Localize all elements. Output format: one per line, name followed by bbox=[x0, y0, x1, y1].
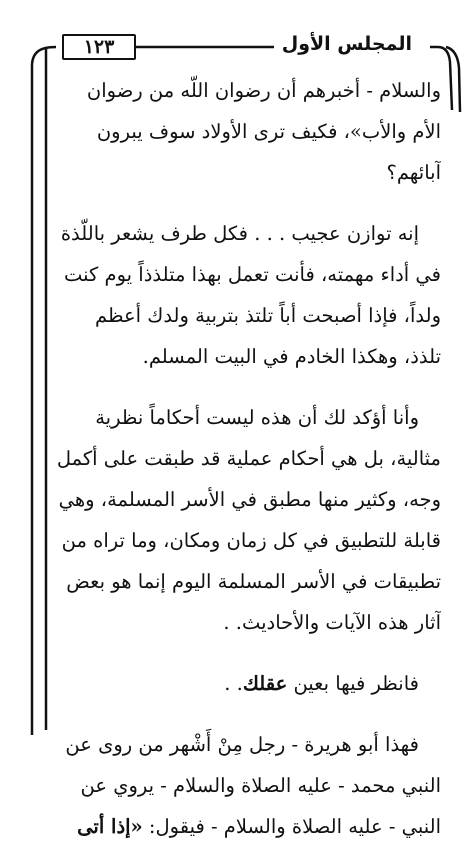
text-line: مثالية، بل هي أحكام عملية قد طبقت على أكمل bbox=[56, 447, 441, 470]
text-run: . . bbox=[224, 672, 243, 695]
text-line: آثار هذه الآيات والأحاديث. . bbox=[223, 611, 441, 634]
text-line: آبائهم؟ bbox=[386, 161, 441, 184]
text-line: تطبيقات في الأسر المسلمة اليوم إنما هو بعض bbox=[66, 570, 441, 593]
text-line: فهذا أبو هريرة - رجل مِنْ أَشْهر من روى عن bbox=[65, 733, 419, 756]
paragraph-2 bbox=[30, 213, 441, 377]
text-run: النبي - عليه الصلاة والسلام - فيقول: bbox=[142, 815, 441, 838]
paragraph-1 bbox=[30, 70, 441, 193]
text-line bbox=[30, 806, 441, 847]
body-text bbox=[30, 70, 441, 847]
page-number: ١٢٣ bbox=[62, 34, 136, 60]
emphasized-word: عقلك bbox=[242, 672, 288, 695]
text-line: وأنا أؤكد لك أن هذه ليست أحكاماً نظرية bbox=[95, 406, 419, 429]
text-line: وجه، وكثير منها مطبق في الأسر المسلمة، وهي bbox=[58, 488, 441, 511]
text-run: فانظر فيها بعين bbox=[287, 672, 419, 695]
paragraph-4 bbox=[30, 663, 441, 704]
paragraph-5 bbox=[30, 724, 441, 847]
running-head-title: المجلس الأول bbox=[274, 29, 420, 59]
text-line: والسلام - أخبرهم أن رضوان اللّه من رضوان bbox=[86, 79, 441, 102]
text-line: تلذذ، وهكذا الخادم في البيت المسلم. bbox=[142, 345, 441, 368]
text-line: ولداً، فإذا أصبحت أباً تلتذ بتربية ولدك أعظم bbox=[95, 304, 441, 327]
paragraph-3 bbox=[30, 397, 441, 643]
text-line: الأم والأب»، فكيف ترى الأولاد سوف يبرون bbox=[96, 120, 441, 143]
text-line bbox=[30, 663, 441, 704]
text-line: في أداء مهمته، فأنت تعمل بهذا متلذذاً يوم كنت bbox=[64, 263, 441, 286]
text-line: قابلة للتطبيق في كل زمان ومكان، وما تراه من bbox=[61, 529, 441, 552]
emphasized-quote-start: «إذا أتى bbox=[77, 815, 143, 838]
text-line: النبي محمد - عليه الصلاة والسلام - يروي عن bbox=[80, 774, 441, 797]
text-line: إنه توازن عجيب . . . فكل طرف يشعر باللّذة bbox=[60, 222, 419, 245]
